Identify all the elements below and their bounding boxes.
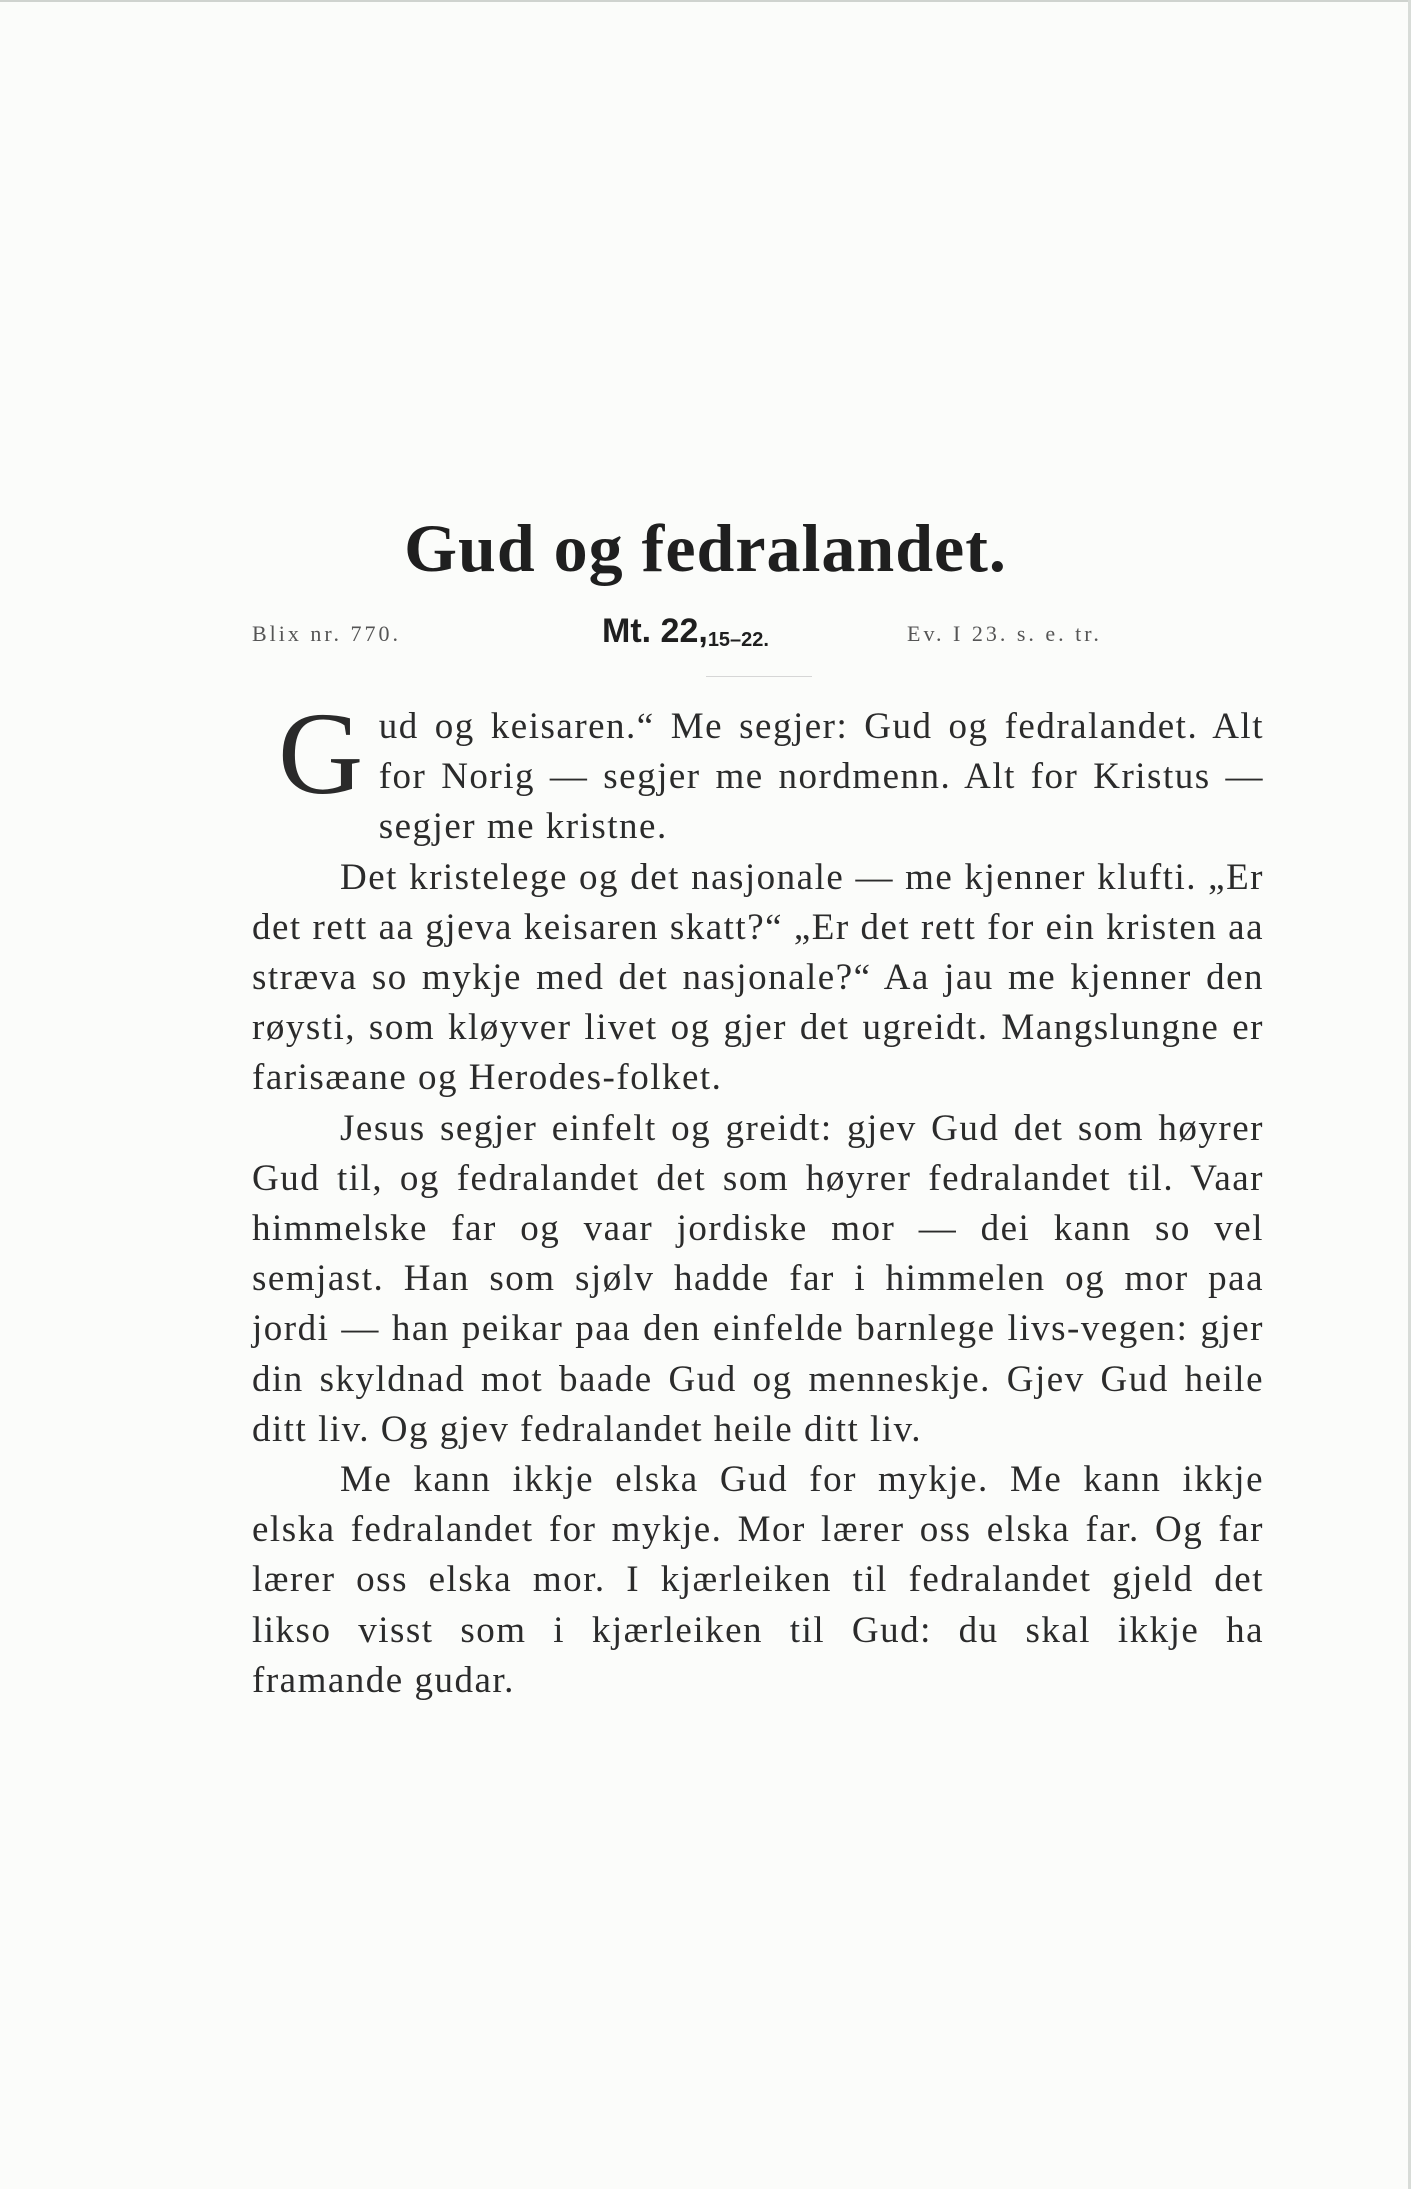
gospel-reference: Ev. I 23. s. e. tr. xyxy=(907,621,1102,646)
paragraph-4: Me kann ikkje elska Gud for mykje. Me kann ikkje elska fedralandet for mykje. Mor lærer oss elska far. Og far lærer oss elska mor. I kjærleiken til fedralandet gjeld det likso visst som i kjærleiken til Gud: du skal ikkje ha framande gudar. xyxy=(252,1459,1264,1701)
scripture-verses: 15–22. xyxy=(707,629,769,651)
body-text xyxy=(252,688,1264,1706)
scripture-reference xyxy=(602,612,769,652)
hymn-reference: Blix nr. 770. xyxy=(252,621,402,646)
reference-line xyxy=(252,612,1192,652)
page-title: Gud og fedralandet. xyxy=(404,510,1007,586)
scripture-book: Mt. 22, xyxy=(602,612,708,650)
paragraph-3: Jesus segjer einfelt og greidt: gjev Gud det som høyrer Gud til, og fedralandet det som høyrer fedralandet til. Vaar himmelske far og vaar jordiske mor — dei kann so vel semjast. Han som sjølv hadde far i himmelen og mor paa jordi — han peikar paa den einfelde barnlege livs-vegen: gjer din skyldnad mot baade Gud og menneskje. Gjev Gud heile ditt liv. Og gjev fedralandet heile ditt liv. xyxy=(252,1107,1264,1450)
paragraph-2: Det kristelege og det nasjonale — me kjenner klufti. „Er det rett aa gjeva keisaren skatt?“ „Er det rett for ein kristen aa stræva so mykje med det nasjonale?“ Aa jau me kjenner den røysti, som kløyver livet og gjer det ugreidt. Mangslungne er farisæane og Herodes-folket. xyxy=(252,856,1264,1099)
paragraph-1 xyxy=(252,688,1264,853)
paragraph-1-text: ud og keisaren.“ Me segjer: Gud og fedralandet. Alt for Norig — segjer me nordmenn. Alt for Kristus — segjer me kristne. xyxy=(378,706,1264,848)
divider xyxy=(706,676,812,677)
scan-edge-top xyxy=(0,0,1411,2)
drop-cap: G xyxy=(278,688,365,819)
